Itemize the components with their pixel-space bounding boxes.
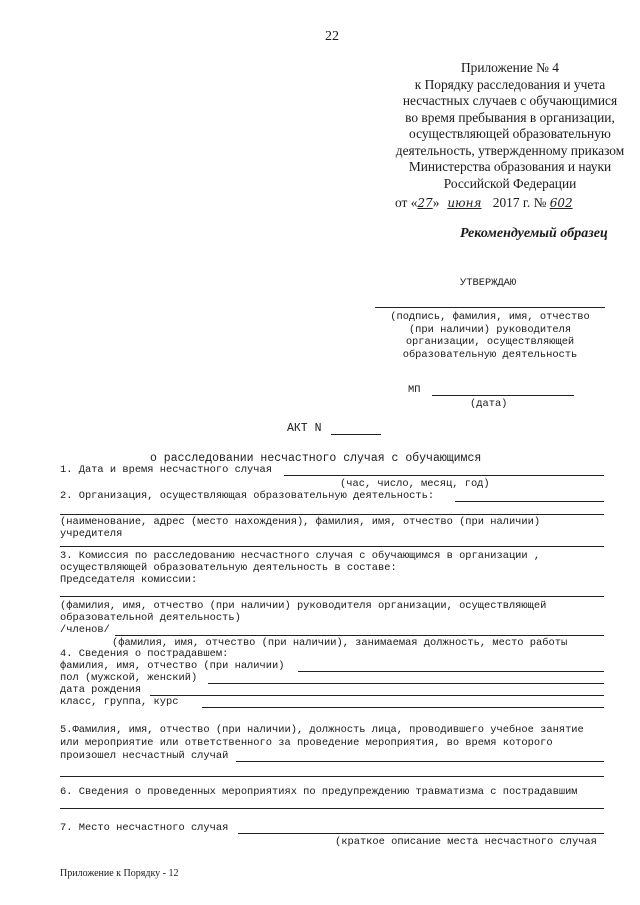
victim-sex-line <box>208 683 604 684</box>
section-2-line <box>60 546 604 547</box>
page-number: 22 <box>325 29 339 44</box>
section-3-caption: (фамилия, имя, отчество (при наличии), занимаемая должность, место работы <box>112 637 568 649</box>
section-2-caption: (наименование, адрес (место нахождения), фамилия, имя, отчество (при наличии) <box>60 516 541 528</box>
act-number-line <box>331 434 381 435</box>
date-year: 2017 г. № <box>492 195 547 210</box>
section-3-line <box>60 596 604 597</box>
appendix-line: Российской Федерации <box>443 175 577 191</box>
appendix-line: Приложение № 4 <box>460 60 560 75</box>
victim-name-label: фамилия, имя, отчество (при наличии) <box>60 660 285 672</box>
section-5-line <box>236 761 604 762</box>
approve-title: УТВЕРЖДАЮ <box>460 277 517 289</box>
section-2-line <box>455 501 604 502</box>
order-number: 602 <box>549 196 573 210</box>
section-3-caption: образовательной деятельность) <box>60 612 241 624</box>
approve-caption <box>370 311 610 361</box>
section-5-line <box>60 776 604 777</box>
approve-caption-line: (при наличии) руководителя <box>408 323 572 336</box>
victim-sex-label: пол (мужской, женский) <box>60 672 198 684</box>
section-7-line <box>238 833 604 834</box>
act-title: АКТ N <box>287 422 322 435</box>
date-mid: » <box>432 195 440 210</box>
date-caption: (дата) <box>470 398 508 410</box>
act-subtitle: о расследовании несчастного случая с обучающимся <box>150 452 482 465</box>
section-1-line <box>284 475 604 476</box>
date-month: июня <box>447 196 482 210</box>
date-day: 27 <box>417 196 433 210</box>
section-3: 3. Комиссия по расследованию несчастного случая с обучающимся в организации , <box>60 550 541 562</box>
stamp-label: МП <box>408 384 421 396</box>
approve-caption-line: организации, осуществляющей <box>405 336 575 348</box>
section-1: 1. Дата и время несчастного случая <box>60 464 273 476</box>
signature-line <box>375 307 605 308</box>
section-2-line <box>60 514 604 515</box>
order-date <box>395 195 573 211</box>
section-2: 2. Организация, осуществляющая образовательную деятельность: <box>60 490 435 502</box>
victim-class-line <box>202 707 604 708</box>
section-3-caption: (фамилия, имя, отчество (при наличии) руководителя организации, осуществляющей <box>60 600 547 612</box>
section-6-line <box>60 808 604 809</box>
section-6: 6. Сведения о проведенных мероприятиях по предупреждению травматизма с пострадавшим <box>60 786 578 798</box>
section-5: 5.Фамилия, имя, отчество (при наличии), должность лица, проводившего учебное занятие <box>60 724 584 736</box>
victim-birth-line <box>150 695 604 696</box>
approve-caption-line: (подпись, фамилия, имя, отчество <box>390 311 590 323</box>
approve-caption-line: образовательную деятельность <box>402 348 578 361</box>
victim-name-line <box>298 671 604 672</box>
section-2-caption: учредителя <box>60 528 123 540</box>
date-line <box>432 395 574 396</box>
victim-birth-label: дата рождения <box>60 684 142 696</box>
section-3: Председателя комиссии: <box>60 574 198 586</box>
section-3: осуществляющей образовательную деятельность в составе: <box>60 562 397 574</box>
appendix-line: во время пребывания в организации, <box>405 109 615 125</box>
appendix-line: осуществляющей образовательную <box>409 126 611 141</box>
section-5: или мероприятие или ответственного за проведение мероприятия, во время которого <box>60 737 553 749</box>
appendix-line: Министерства образования и науки <box>408 159 612 174</box>
appendix-line: несчастных случаев с обучающимися <box>402 93 618 108</box>
appendix-line: деятельность, утвержденному приказом <box>395 142 625 158</box>
appendix-header <box>395 60 625 192</box>
victim-class-label: класс, группа, курс <box>60 696 179 708</box>
section-3-members: /членов/ <box>60 624 110 636</box>
appendix-line: к Порядку расследования и учета <box>414 76 606 92</box>
footer-note: Приложение к Порядку - 12 <box>60 868 179 879</box>
section-7-caption: (краткое описание места несчастного случая <box>335 836 597 848</box>
section-7: 7. Место несчастного случая <box>60 822 229 834</box>
section-4: 4. Сведения о пострадавшем: <box>60 648 229 660</box>
section-1-caption: (час, число, месяц, год) <box>340 478 490 490</box>
section-5: произошел несчастный случай <box>60 750 229 762</box>
section-3-line <box>115 635 604 636</box>
recommended-sample-label: Рекомендуемый образец <box>460 226 608 241</box>
date-prefix: от « <box>395 195 418 210</box>
